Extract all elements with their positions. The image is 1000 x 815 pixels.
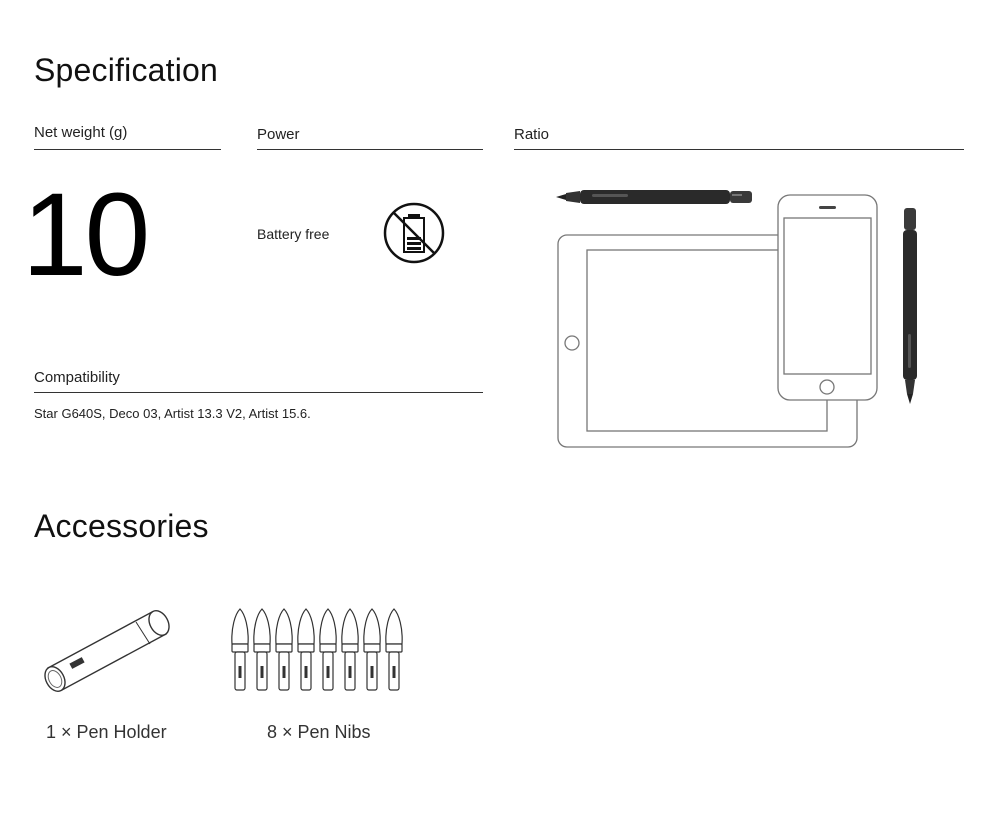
pen-horizontal-icon [556,188,756,208]
power-label: Power [257,126,300,143]
pen-holder-icon [40,604,170,694]
power-rule [257,149,483,150]
power-value: Battery free [257,226,330,242]
no-battery-icon [382,201,446,265]
pen-holder-caption: 1 × Pen Holder [46,722,167,742]
net-weight-rule [34,149,221,150]
pen-nibs-group [230,608,410,694]
net-weight-label: Net weight (g) [34,124,128,141]
ratio-rule [514,149,964,150]
compatibility-value: Star G640S, Deco 03, Artist 13.3 V2, Artist 15.6. [34,406,311,421]
compatibility-rule [34,392,483,393]
pen-vertical-icon [900,206,920,406]
net-weight-value: 10 [22,169,148,301]
smartphone-icon [777,194,879,402]
pen-nibs-caption: 8 × Pen Nibs [267,722,371,742]
spec-title: Specification [34,52,219,88]
compatibility-label: Compatibility [34,369,120,386]
accessories-title: Accessories [34,508,209,544]
ratio-label: Ratio [514,126,550,143]
